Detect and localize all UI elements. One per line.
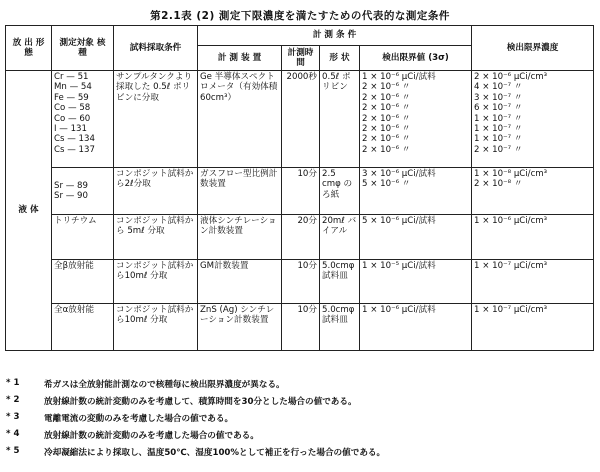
measurement-device: GM計数装置 (198, 260, 282, 304)
measurement-time: 10分 (282, 260, 320, 304)
table-title: 第2.1表 (2) 測定下限濃度を満たすための代表的な測定条件 (150, 10, 450, 22)
nuclide: 全α放射能 (52, 304, 114, 351)
detection-limit: 2 × 10⁻⁶ 〃 (362, 113, 411, 124)
footnote-mark: * 1 (6, 378, 20, 388)
detection-limit: 5 × 10⁻⁶ μCi/試料 (360, 215, 472, 260)
detection-limit-list (360, 168, 472, 215)
sampling-condition: サンプルタンクより採取した 0.5ℓ ポリビンに分取 (114, 71, 198, 168)
sample-shape: 5.0cmφ 試料皿 (320, 304, 360, 351)
detection-limit: 5 × 10⁻⁶ 〃 (362, 179, 411, 190)
footnote-mark: * 4 (6, 429, 20, 439)
footnote (6, 446, 596, 463)
nuclide: 全β放射能 (52, 260, 114, 304)
measurement-time: 10分 (282, 304, 320, 351)
sample-shape: 2.5 cmφ のろ紙 (320, 168, 360, 215)
header-measurement-conditions: 計 測 条 件 (198, 26, 472, 46)
nuclide: Mn — 54 (54, 82, 92, 93)
sample-shape: 5.0cmφ 試料皿 (320, 260, 360, 304)
sampling-condition: コンポジット試料から10mℓ 分取 (114, 260, 198, 304)
nuclide-list (52, 71, 114, 168)
detection-concentration: 1 × 10⁻⁷ 〃 (474, 124, 523, 135)
detection-concentration: 1 × 10⁻⁶ μCi/cm³ (472, 215, 594, 260)
detection-limit: 2 × 10⁻⁶ 〃 (362, 82, 411, 93)
sampling-condition: コンポジット試料から 5mℓ 分取 (114, 215, 198, 260)
detection-limit: 2 × 10⁻⁶ 〃 (362, 103, 411, 114)
header-device: 計 測 装 置 (198, 46, 282, 71)
sampling-condition: コンポジット試料から2ℓ分取 (114, 168, 198, 215)
detection-concentration: 1 × 10⁻⁷ μCi/cm³ (472, 260, 594, 304)
footnote (6, 429, 596, 446)
header-detection-concentration: 検出限界濃度 (472, 26, 594, 71)
detection-concentration: 1 × 10⁻⁷ 〃 (474, 134, 523, 145)
measurement-device: ガスフロー型比例計数装置 (198, 168, 282, 215)
detection-limit: 2 × 10⁻⁶ 〃 (362, 134, 411, 145)
footnote-text: 放射線計数の統計変動のみを考慮した場合の値である。 (44, 431, 259, 441)
footnote-mark: * 5 (6, 446, 20, 456)
table-row (6, 168, 594, 215)
footnote (6, 395, 596, 412)
sample-shape: 0.5ℓ ポリビン (320, 71, 360, 168)
nuclide: Cs — 134 (54, 134, 95, 145)
table-row (6, 260, 594, 304)
footnote (6, 378, 596, 395)
measurement-conditions-table (5, 25, 594, 351)
footnote-mark: * 3 (6, 412, 20, 422)
detection-concentration: 2 × 10⁻⁶ μCi/cm³ (474, 72, 548, 82)
table-row (6, 304, 594, 351)
measurement-time: 2000秒 (282, 71, 320, 168)
nuclide: Sr — 89 (54, 180, 88, 191)
detection-limit: 3 × 10⁻⁶ μCi/試料 (362, 169, 436, 179)
detection-concentration: 1 × 10⁻⁷ μCi/cm³ (472, 304, 594, 351)
detection-concentration: 4 × 10⁻⁷ 〃 (474, 82, 523, 93)
footnote-mark: * 2 (6, 395, 20, 405)
header-sampling: 試料採取条件 (114, 26, 198, 71)
header-target-nuclide: 測定対象 核 種 (52, 26, 114, 71)
header-time: 計測時間 (282, 46, 320, 71)
sampling-condition: コンポジット試料から10mℓ 分取 (114, 304, 198, 351)
measurement-device: 液体シンチレーション計数装置 (198, 215, 282, 260)
nuclide: トリチウム (52, 215, 114, 260)
measurement-time: 20分 (282, 215, 320, 260)
footnotes (6, 378, 596, 463)
footnote-text: 冷却凝縮法により採取し、温度50℃、湿度100%として補正を行った場合の値である。 (44, 448, 386, 458)
detection-concentration: 3 × 10⁻⁷ 〃 (474, 92, 523, 103)
detection-limit: 1 × 10⁻⁵ μCi/試料 (360, 260, 472, 304)
nuclide: I — 131 (54, 124, 87, 135)
detection-concentration-list (472, 71, 594, 168)
footnote (6, 412, 596, 429)
detection-limit: 2 × 10⁻⁶ 〃 (362, 124, 411, 135)
nuclide: Co — 58 (54, 103, 91, 114)
detection-concentration: 1 × 10⁻⁷ 〃 (474, 113, 523, 124)
nuclide: Co — 60 (54, 113, 91, 124)
sample-shape: 20mℓ バイアル (320, 215, 360, 260)
detection-limit: 2 × 10⁻⁶ 〃 (362, 92, 411, 103)
nuclide: Sr — 90 (54, 191, 88, 201)
detection-concentration: 6 × 10⁻⁷ 〃 (474, 103, 523, 114)
footnote-text: 電離電流の変動のみを考慮した場合の値である。 (44, 414, 234, 424)
measurement-device: ZnS (Ag) シンチレーション計数装置 (198, 304, 282, 351)
measurement-time: 10分 (282, 168, 320, 215)
detection-limit: 2 × 10⁻⁶ 〃 (362, 144, 411, 155)
footnote-text: 希ガスは全放射能計測なので核種毎に検出限界濃度が異なる。 (44, 380, 285, 390)
detection-limit: 1 × 10⁻⁶ μCi/試料 (362, 72, 436, 82)
form-label: 液 体 (6, 71, 52, 351)
nuclide: Cs — 137 (54, 144, 95, 155)
nuclide: Cr — 51 (54, 72, 89, 82)
table-row (6, 215, 594, 260)
header-form: 放 出 形 態 (6, 26, 52, 71)
nuclide-list (52, 168, 114, 215)
detection-concentration-list (472, 168, 594, 215)
footnote-text: 放射線計数の統計変動のみを考慮して、積算時間を30分とした場合の値である。 (44, 397, 357, 407)
table-row (6, 71, 594, 168)
nuclide: Fe — 59 (54, 92, 89, 103)
header-detection-limit: 検出限界値 (3σ) (360, 46, 472, 71)
header-shape: 形 状 (320, 46, 360, 71)
measurement-device: Ge 半導体スペクトロメータ（有効体積60cm³） (198, 71, 282, 168)
detection-concentration: 2 × 10⁻⁷ 〃 (474, 144, 523, 155)
detection-concentration: 2 × 10⁻⁸ 〃 (474, 179, 523, 190)
detection-concentration: 1 × 10⁻⁸ μCi/cm³ (474, 169, 548, 179)
detection-limit: 1 × 10⁻⁶ μCi/試料 (360, 304, 472, 351)
detection-limit-list (360, 71, 472, 168)
